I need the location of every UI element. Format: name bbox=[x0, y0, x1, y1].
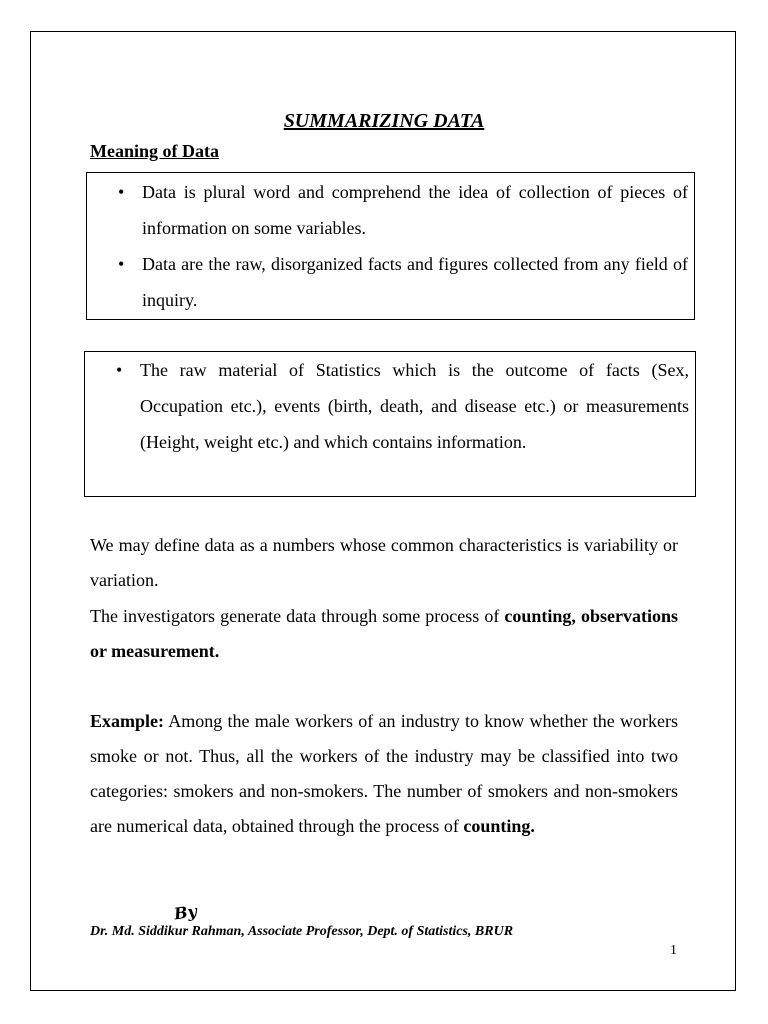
paragraph-bold-text: counting. bbox=[463, 816, 535, 836]
bullet-list bbox=[85, 352, 695, 460]
paragraph-investigators bbox=[90, 599, 678, 669]
paragraph-text: Among the male workers of an industry to know whether the workers smoke or not. Thus, all the workers of the industry may be classified into two categories: smokers and non-smokers. The number of smokers and non-smokers are numerical data, obtained through the process of bbox=[90, 711, 678, 836]
list-item: • The raw material of Statistics which is the outcome of facts (Sex, Occupation etc.), events (birth, death, and disease etc.) or measurements (Height, weight etc.) and which contains information. bbox=[85, 352, 695, 460]
list-item: • Data is plural word and comprehend the idea of collection of pieces of information on some variables. bbox=[87, 174, 694, 246]
paragraph-example bbox=[90, 704, 678, 844]
paragraph-text: The investigators generate data through some process of bbox=[90, 606, 505, 626]
page-number: 1 bbox=[670, 943, 677, 958]
footer-author: Dr. Md. Siddikur Rahman, Associate Professor, Dept. of Statistics, BRUR bbox=[90, 924, 514, 939]
document-title: SUMMARIZING DATA bbox=[283, 110, 485, 132]
definition-box-1 bbox=[86, 172, 695, 320]
list-item: • Data are the raw, disorganized facts and figures collected from any field of inquiry. bbox=[87, 246, 694, 318]
example-label: Example: bbox=[90, 711, 164, 731]
definition-box-2 bbox=[84, 351, 696, 497]
bullet-list bbox=[87, 173, 694, 318]
section-heading: Meaning of Data bbox=[90, 141, 219, 161]
paragraph-bold-text: counting, observations or measurement. bbox=[90, 606, 678, 661]
paragraph-text: We may define data as a numbers whose common characteristics is variability or variation. bbox=[90, 535, 678, 590]
signature: By bbox=[172, 901, 199, 924]
paragraph-definition bbox=[90, 528, 678, 598]
